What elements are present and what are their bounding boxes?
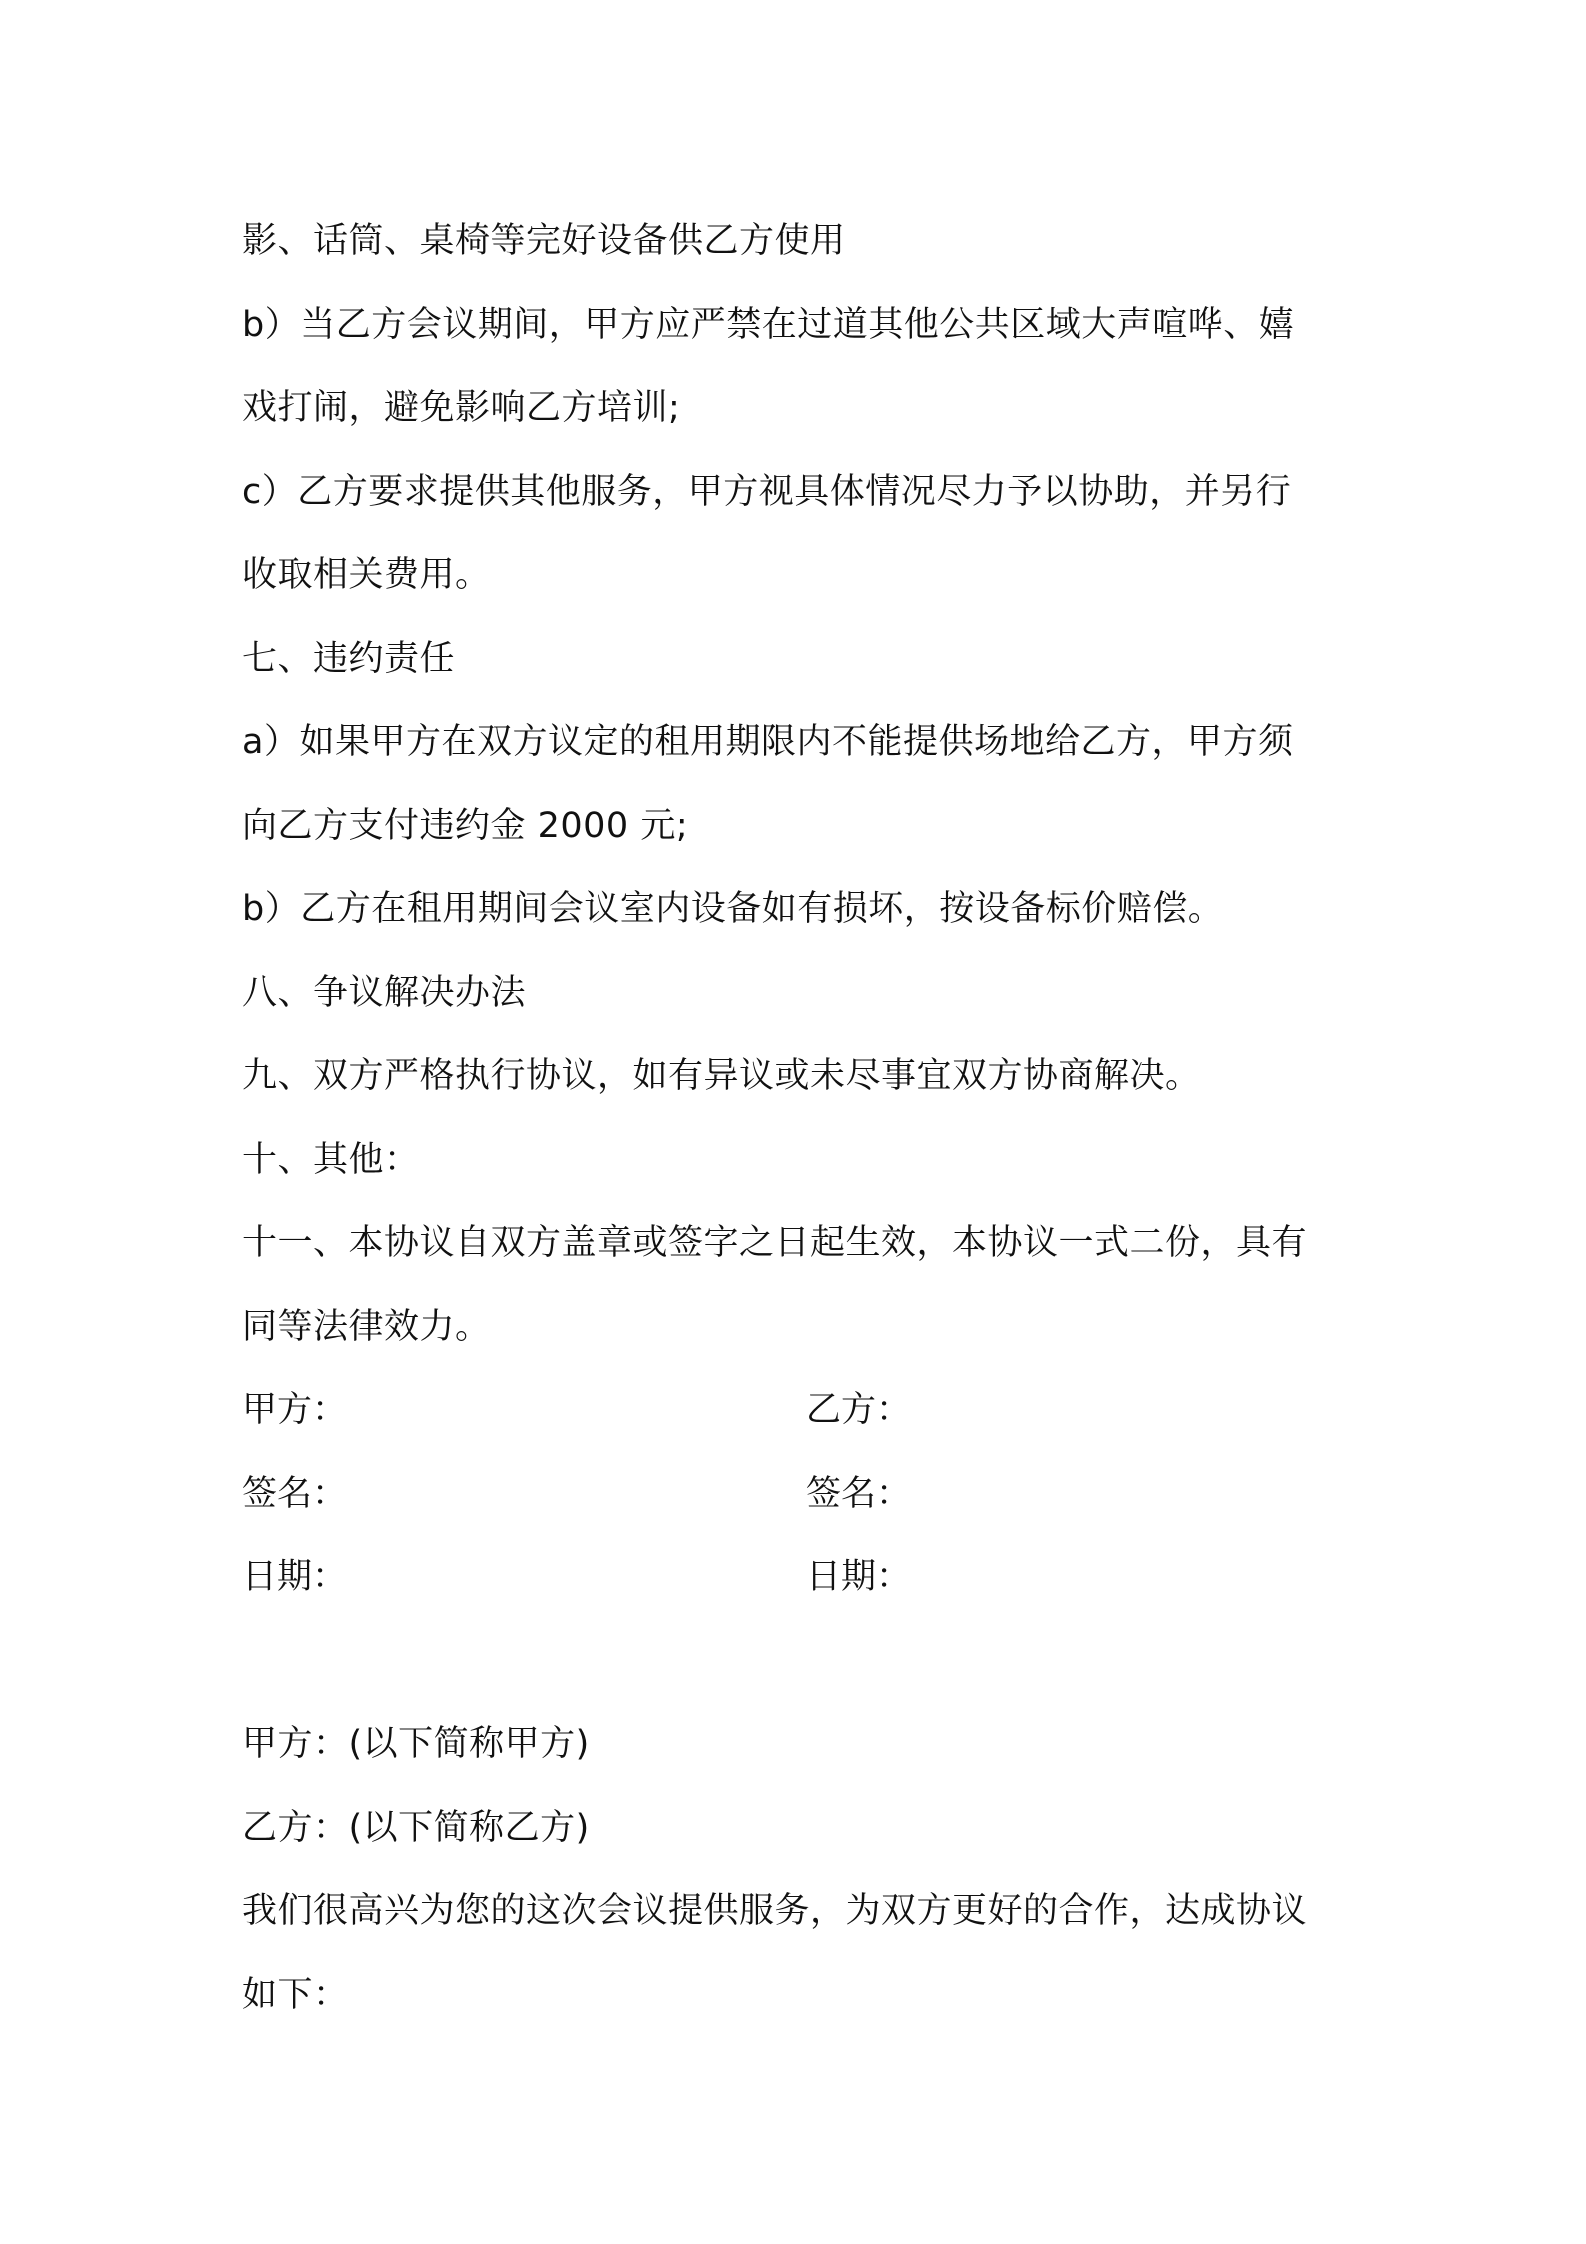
sign-b-label: 签名： [806, 1473, 912, 1514]
party-b-label: 乙方： [806, 1390, 912, 1430]
party-a-intro: 甲方：(以下简称甲方) [242, 1724, 590, 1764]
paragraph-line: c）乙方要求提供其他服务，甲方视具体情况尽力予以协助，并另行 [242, 471, 1292, 512]
paragraph-line: 收取相关费用。 [242, 555, 491, 595]
section-heading-effect: 十一、本协议自双方盖章或签字之日起生效，本协议一式二份，具有 [242, 1223, 1308, 1263]
signature-row-date [242, 1536, 1360, 1620]
signature-row-sign [242, 1453, 1360, 1537]
document-body [242, 200, 1360, 2037]
section-heading-other: 十、其他： [242, 1139, 420, 1180]
paragraph-line: b）乙方在租用期间会议室内设备如有损坏，按设备标价赔偿。 [242, 889, 1224, 929]
party-b-intro: 乙方：(以下简称乙方) [242, 1807, 590, 1848]
section-heading-dispute: 八、争议解决办法 [242, 972, 527, 1013]
paragraph-line: 我们很高兴为您的这次会议提供服务，为双方更好的合作，达成协议 [242, 1891, 1308, 1931]
date-a-label: 日期： [242, 1557, 348, 1597]
paragraph-line: a）如果甲方在双方议定的租用期限内不能提供场地给乙方，甲方须 [242, 722, 1294, 762]
paragraph-line: 如下： [242, 1974, 349, 2015]
section-heading-breach: 七、违约责任 [242, 638, 456, 679]
section-heading-execution: 九、双方严格执行协议，如有异议或未尽事宜双方协商解决。 [242, 1056, 1201, 1096]
paragraph-line: 同等法律效力。 [242, 1306, 491, 1347]
party-a-label: 甲方： [242, 1390, 348, 1430]
paragraph-line: b）当乙方会议期间，甲方应严禁在过道其他公共区域大声喧哗、嬉 [242, 304, 1295, 345]
date-b-label: 日期： [806, 1557, 912, 1597]
paragraph-line: 戏打闹，避免影响乙方培训; [242, 388, 681, 428]
signature-row-party [242, 1369, 1360, 1453]
paragraph-line: 影、话筒、桌椅等完好设备供乙方使用 [242, 221, 846, 261]
paragraph-line: 向乙方支付违约金 2000 元; [242, 805, 689, 846]
sign-a-label: 签名： [242, 1473, 348, 1514]
blank-gap [242, 1620, 1360, 1704]
